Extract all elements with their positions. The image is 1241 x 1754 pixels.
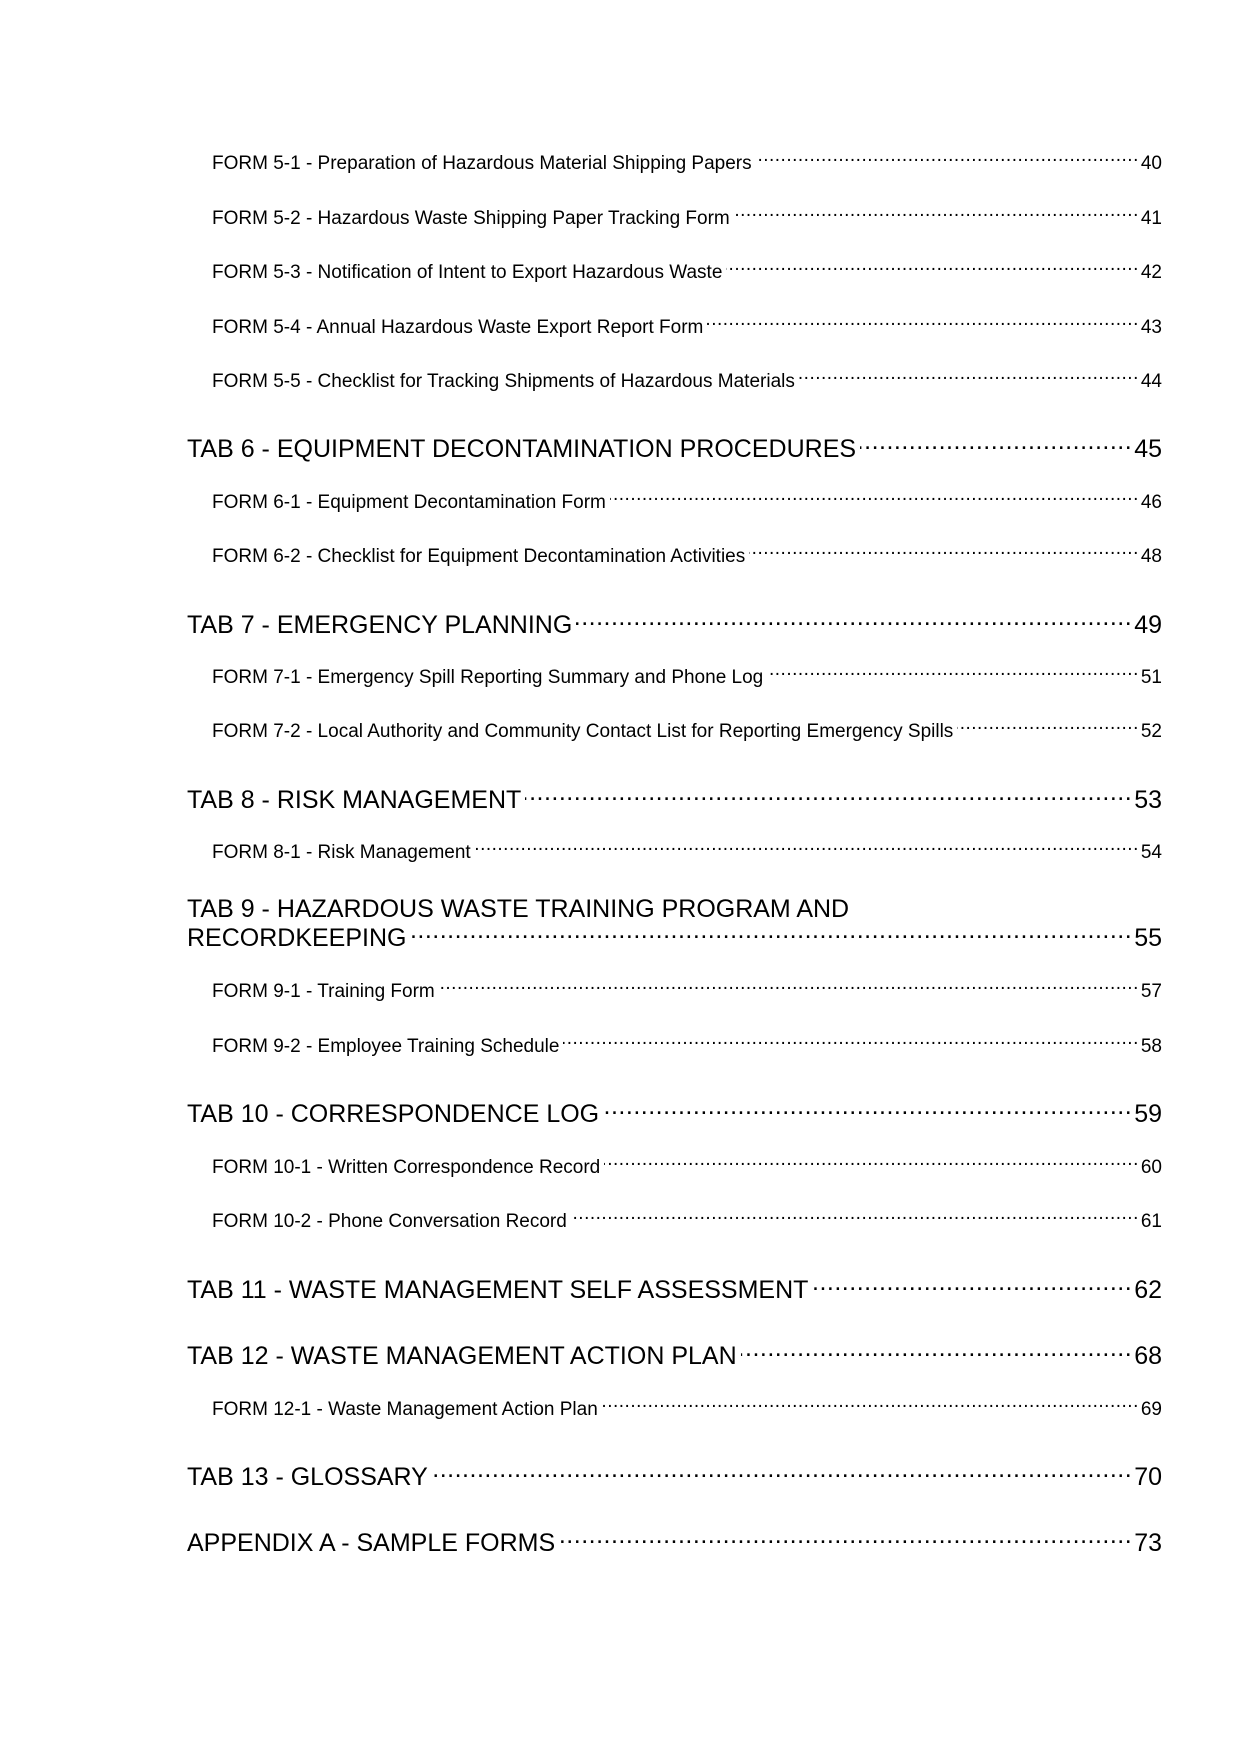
- dot-leader: [559, 1526, 1132, 1551]
- toc-entry-label: FORM 6-1 - Equipment Decontamination Form: [212, 492, 606, 513]
- toc-form-form-8-1[interactable]: [212, 839, 1162, 865]
- toc-page-number: 70: [1134, 1463, 1162, 1491]
- toc-entry-label: FORM 10-2 - Phone Conversation Record: [212, 1211, 567, 1232]
- toc-form-form-9-2[interactable]: [212, 1033, 1162, 1059]
- toc-entry-label: TAB 13 - GLOSSARY: [187, 1463, 428, 1491]
- dot-leader: [610, 489, 1139, 508]
- toc-page-number: 61: [1140, 1211, 1162, 1232]
- toc-entry-label: FORM 9-2 - Employee Training Schedule: [212, 1036, 560, 1057]
- toc-page-number: 62: [1134, 1276, 1162, 1304]
- toc-page-number: 46: [1140, 492, 1162, 513]
- toc-entry-label: FORM 5-2 - Hazardous Waste Shipping Paper Tracking Form: [212, 208, 730, 229]
- toc-form-form-7-2[interactable]: [212, 718, 1162, 744]
- toc-entry-label: FORM 5-4 - Annual Hazardous Waste Export Report Form: [212, 317, 704, 338]
- toc-section-tab-6[interactable]: [187, 432, 1162, 464]
- toc-form-form-6-2[interactable]: [212, 543, 1162, 569]
- toc-page-number: 52: [1140, 721, 1162, 742]
- dot-leader: [749, 543, 1139, 562]
- toc-entry-label: FORM 10-1 - Written Correspondence Record: [212, 1157, 601, 1178]
- toc-entry-label: FORM 5-5 - Checklist for Tracking Shipments of Hazardous Materials: [212, 371, 795, 392]
- toc-section-tab-11[interactable]: [187, 1273, 1162, 1305]
- toc-page-number: 73: [1134, 1529, 1162, 1557]
- toc-page-number: 55: [1134, 924, 1162, 952]
- toc-entry-label: APPENDIX A - SAMPLE FORMS: [187, 1529, 556, 1557]
- toc-page-number: 44: [1140, 371, 1162, 392]
- dot-leader: [860, 432, 1132, 457]
- toc-entry-label: FORM 9-1 - Training Form: [212, 981, 435, 1002]
- toc-form-form-10-1[interactable]: [212, 1154, 1162, 1180]
- toc-page-number: 41: [1140, 208, 1162, 229]
- toc-page-number: 48: [1140, 546, 1162, 567]
- toc-entry-label: FORM 5-3 - Notification of Intent to Export Hazardous Waste: [212, 262, 723, 283]
- toc-entry-label: FORM 8-1 - Risk Management: [212, 842, 471, 863]
- dot-leader: [957, 718, 1139, 737]
- dot-leader: [767, 664, 1139, 683]
- dot-leader: [439, 978, 1139, 997]
- toc-section-title-line1: TAB 9 - HAZARDOUS WASTE TRAINING PROGRAM AND: [187, 895, 850, 923]
- toc-page-number: 57: [1140, 981, 1162, 1002]
- toc-form-form-5-1[interactable]: [212, 150, 1162, 176]
- toc-entry-label: FORM 5-1 - Preparation of Hazardous Material Shipping Papers: [212, 153, 752, 174]
- toc-form-form-9-1[interactable]: [212, 978, 1162, 1004]
- toc-form-form-6-1[interactable]: [212, 489, 1162, 515]
- toc-entry-label: TAB 11 - WASTE MANAGEMENT SELF ASSESSMENT: [187, 1276, 809, 1304]
- toc-form-form-5-3[interactable]: [212, 259, 1162, 285]
- dot-leader: [602, 1396, 1139, 1415]
- toc-entry-label: TAB 6 - EQUIPMENT DECONTAMINATION PROCEDURES: [187, 435, 857, 463]
- toc-page-number: 49: [1134, 611, 1162, 639]
- toc-page-number: 45: [1134, 435, 1162, 463]
- toc-section-tab-8[interactable]: [187, 783, 1162, 815]
- toc-section-recordkeeping[interactable]: [187, 921, 1162, 953]
- toc-page-number: 42: [1140, 262, 1162, 283]
- dot-leader: [799, 368, 1139, 387]
- toc-page-number: 68: [1134, 1342, 1162, 1370]
- toc-page-number: 51: [1140, 667, 1162, 688]
- toc-page-number: 59: [1134, 1100, 1162, 1128]
- toc-entry-label: TAB 12 - WASTE MANAGEMENT ACTION PLAN: [187, 1342, 737, 1370]
- toc-entry-label: TAB 8 - RISK MANAGEMENT: [187, 786, 522, 814]
- toc-page-number: 60: [1140, 1157, 1162, 1178]
- toc-entry-label: RECORDKEEPING: [187, 924, 407, 952]
- toc-section-tab-7[interactable]: [187, 608, 1162, 640]
- toc-entry-label: FORM 7-1 - Emergency Spill Reporting Summary and Phone Log: [212, 667, 764, 688]
- toc-form-form-10-2[interactable]: [212, 1208, 1162, 1234]
- toc-entry-label: TAB 7 - EMERGENCY PLANNING: [187, 611, 573, 639]
- dot-leader: [726, 259, 1138, 278]
- dot-leader: [475, 839, 1139, 858]
- toc-section-tab-12[interactable]: [187, 1339, 1162, 1371]
- dot-leader: [734, 205, 1139, 224]
- dot-leader: [525, 783, 1132, 808]
- dot-leader: [707, 314, 1139, 333]
- toc-form-form-5-5[interactable]: [212, 368, 1162, 394]
- dot-leader: [571, 1208, 1139, 1227]
- toc-entry-label: FORM 6-2 - Checklist for Equipment Decontamination Activities: [212, 546, 746, 567]
- toc-form-form-5-4[interactable]: [212, 314, 1162, 340]
- dot-leader: [604, 1154, 1139, 1173]
- toc-section-tab-13[interactable]: [187, 1460, 1162, 1492]
- toc-entry-label: FORM 12-1 - Waste Management Action Plan: [212, 1399, 598, 1420]
- toc-page-number: 58: [1140, 1036, 1162, 1057]
- toc-page-number: 43: [1140, 317, 1162, 338]
- toc-entry-label: TAB 10 - CORRESPONDENCE LOG: [187, 1100, 600, 1128]
- toc-form-form-12-1[interactable]: [212, 1396, 1162, 1422]
- dot-leader: [812, 1273, 1132, 1298]
- toc-section-tab-10[interactable]: [187, 1097, 1162, 1129]
- toc-entry-label: FORM 7-2 - Local Authority and Community Contact List for Reporting Emergency Spills: [212, 721, 954, 742]
- dot-leader: [603, 1097, 1132, 1122]
- dot-leader: [576, 608, 1132, 633]
- toc-section-appendix-a[interactable]: [187, 1526, 1162, 1558]
- toc-page-number: 53: [1134, 786, 1162, 814]
- dot-leader: [756, 150, 1139, 169]
- dot-leader: [410, 921, 1132, 946]
- toc-form-form-5-2[interactable]: [212, 205, 1162, 231]
- dot-leader: [563, 1033, 1138, 1052]
- toc-form-form-7-1[interactable]: [212, 664, 1162, 690]
- toc-page-number: 40: [1140, 153, 1162, 174]
- toc-page-number: 54: [1140, 842, 1162, 863]
- toc-page-number: 69: [1140, 1399, 1162, 1420]
- dot-leader: [432, 1460, 1132, 1485]
- dot-leader: [741, 1339, 1133, 1364]
